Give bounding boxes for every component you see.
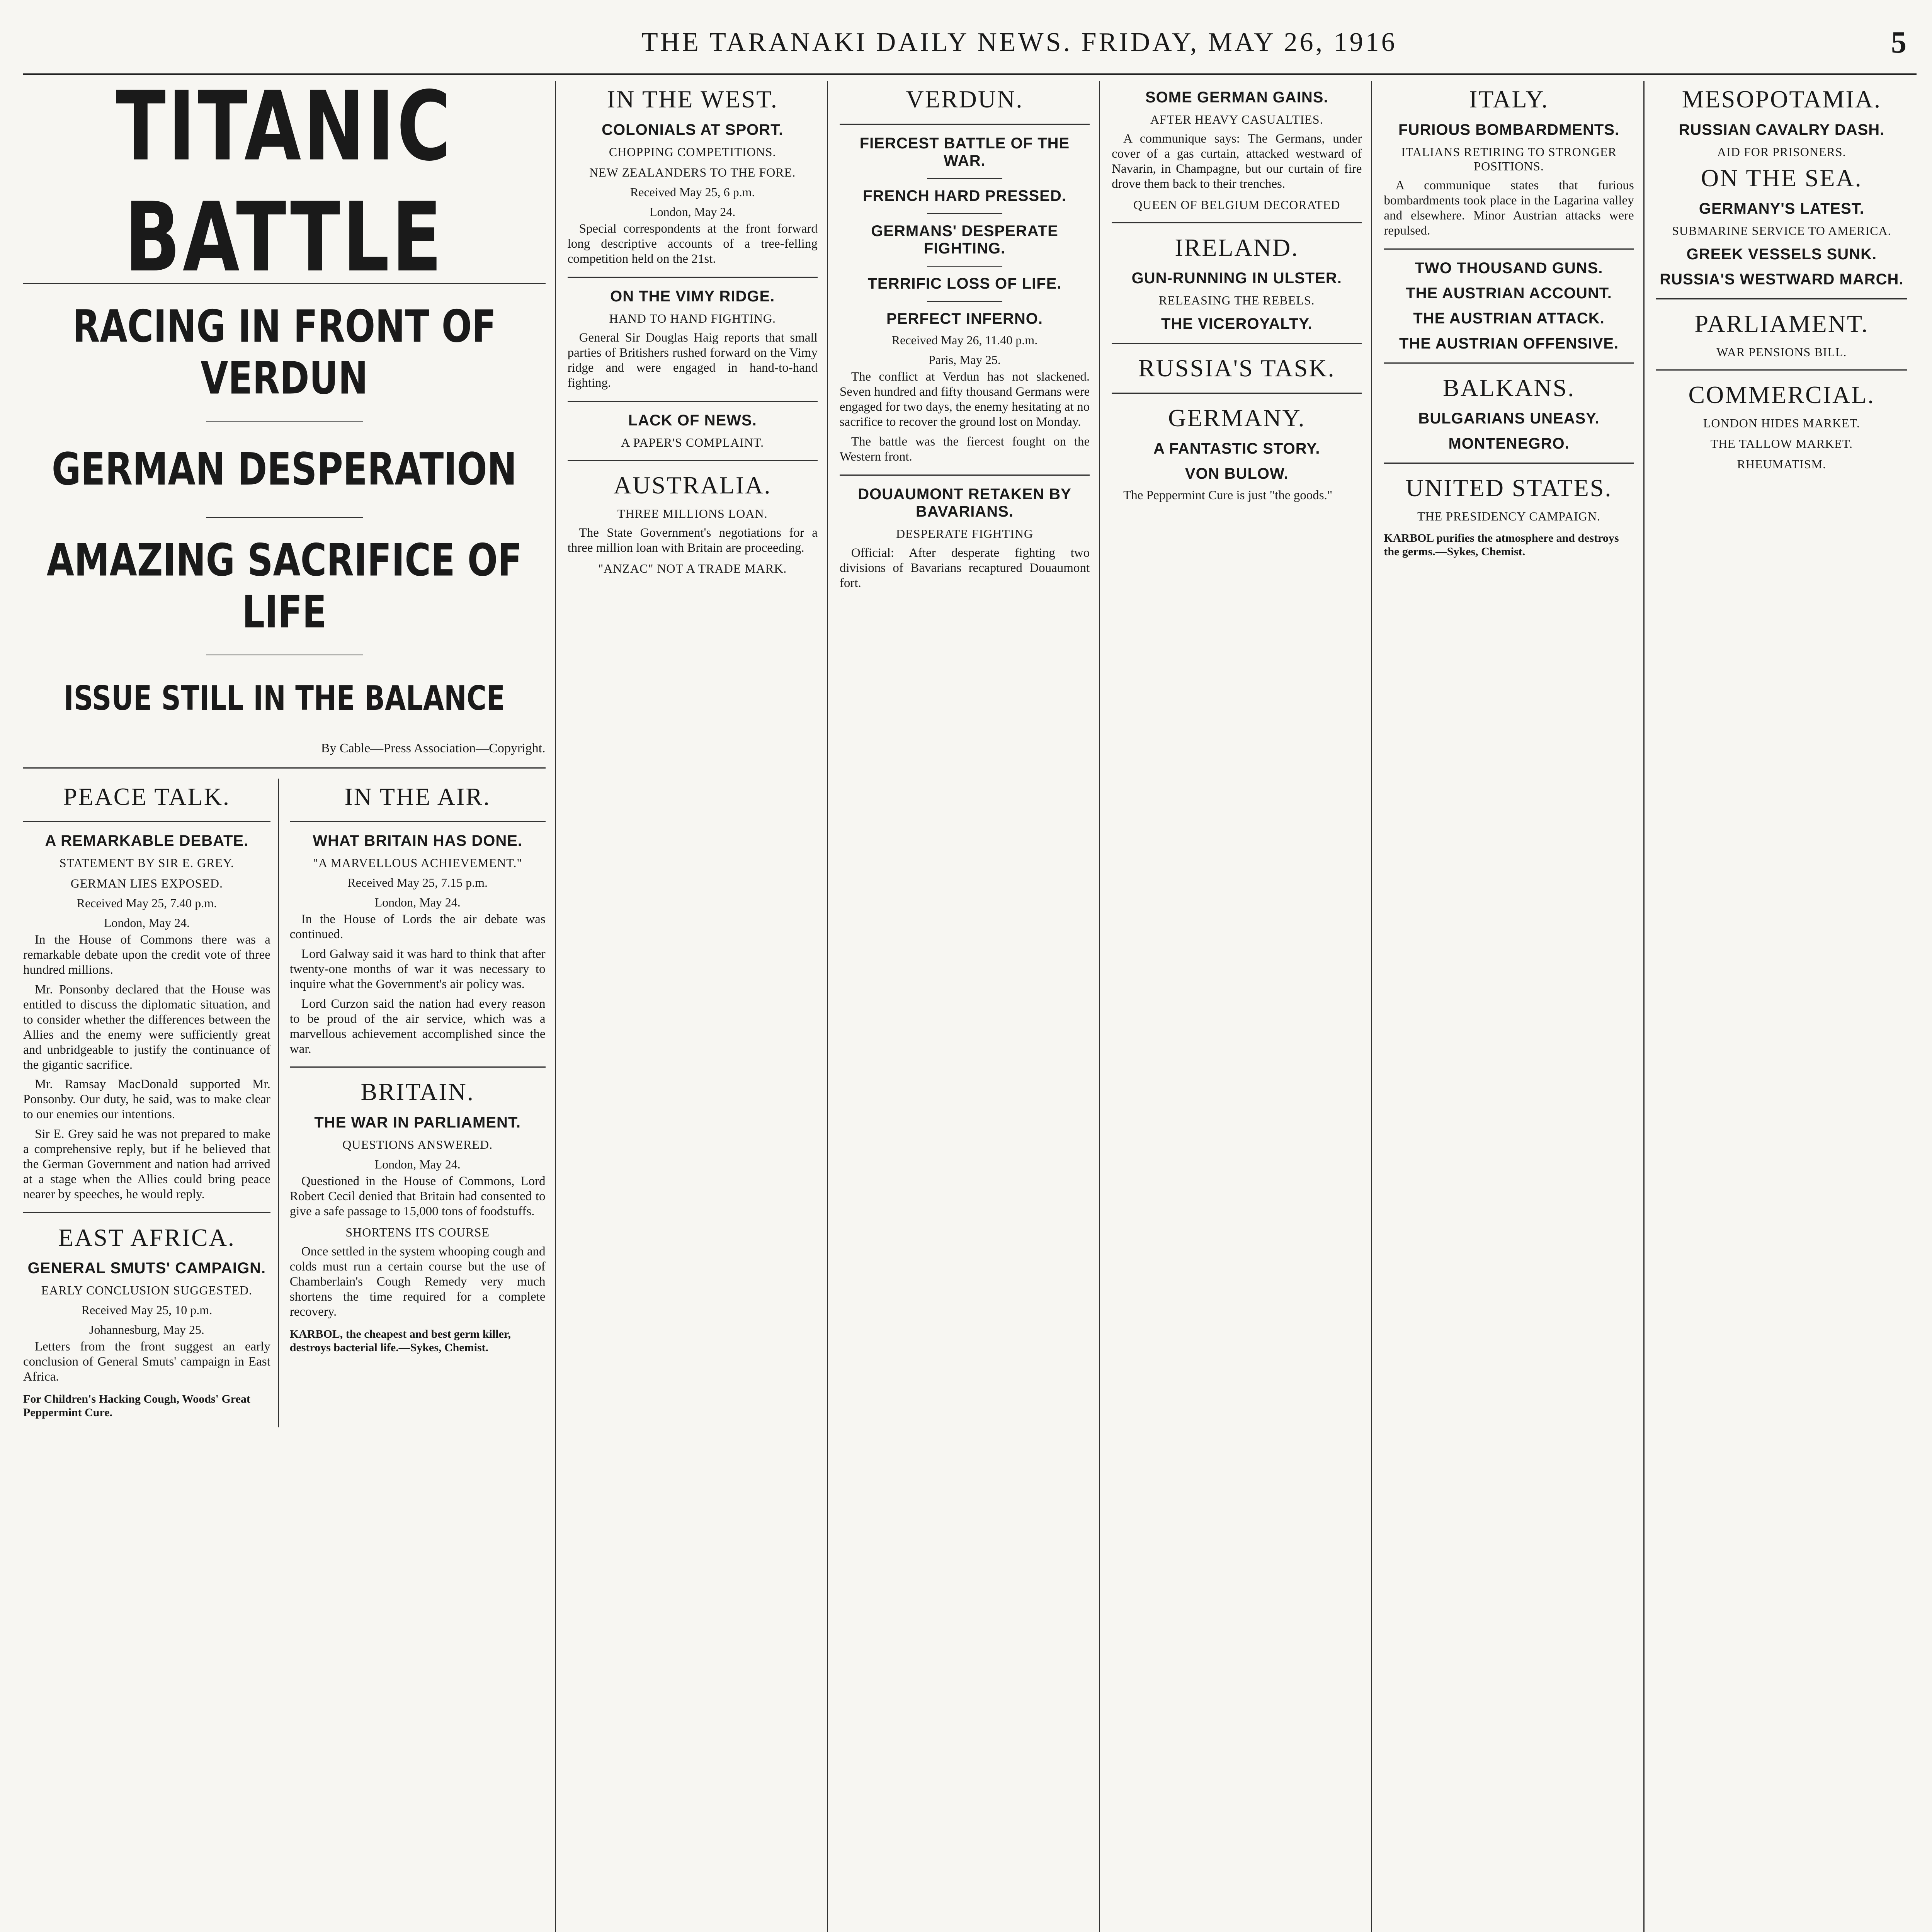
divider <box>206 421 362 422</box>
subheading: GERMAN LIES EXPOSED. <box>70 876 223 890</box>
section-heading: IRELAND. <box>1175 233 1299 261</box>
article-paragraph: The battle was the fiercest fought on the Western front. <box>839 434 1090 464</box>
column-mesopotamia <box>1656 81 1917 1932</box>
lead-headline: TITANIC BATTLE <box>116 81 453 293</box>
article-paragraph: Official: After desperate fighting two divisions of Bavarians recaptured Douaumont fort. <box>839 546 1090 590</box>
article-paragraph: The Peppermint Cure is just "the goods." <box>1123 488 1333 502</box>
subheading: GERMANS' DESPERATE FIGHTING. <box>871 223 1058 257</box>
section-heading: BRITAIN. <box>361 1078 474 1106</box>
article-paragraph: Lord Curzon said the nation had every reason to be proud of the air service, which was a marvellous achievement accomplished since the war. <box>289 997 546 1056</box>
subheading: PERFECT INFERNO. <box>886 310 1043 327</box>
subheading: LACK OF NEWS. <box>628 412 757 429</box>
divider <box>23 767 546 769</box>
subheading: CHOPPING COMPETITIONS. <box>609 145 776 159</box>
section-heading: GERMANY. <box>1168 404 1306 432</box>
received-line: Received May 25, 7.40 p.m. <box>77 896 217 910</box>
subheading: DOUAUMONT RETAKEN BY BAVARIANS. <box>858 485 1071 520</box>
subheading: THE AUSTRIAN OFFENSIVE. <box>1399 335 1619 352</box>
section-heading: EAST AFRICA. <box>58 1223 235 1251</box>
subheading: RUSSIAN CAVALRY DASH. <box>1679 121 1885 138</box>
lead-deck-4: ISSUE STILL IN THE BALANCE <box>63 678 505 718</box>
divider <box>568 277 818 278</box>
divider <box>1384 463 1634 464</box>
masthead <box>23 12 1917 75</box>
article-paragraph: The State Government's negotiations for a three million loan with Britain are proceeding. <box>567 526 818 555</box>
subheading: COLONIALS AT SPORT. <box>602 121 784 138</box>
divider <box>1656 369 1907 371</box>
article-paragraph: In the House of Commons there was a remarkable debate upon the credit vote of three hundred millions. <box>23 933 270 977</box>
column-german-gains <box>1112 81 1372 1932</box>
subheading: "ANZAC" NOT A TRADE MARK. <box>598 561 787 576</box>
column-italy <box>1384 81 1644 1932</box>
subheading: WAR PENSIONS BILL. <box>1716 345 1847 359</box>
subheading: ON THE VIMY RIDGE. <box>610 287 775 305</box>
subheading: FIERCEST BATTLE OF THE WAR. <box>859 135 1070 169</box>
divider <box>1112 343 1362 344</box>
article-paragraph: Lord Galway said it was hard to think that after twenty-one months of war it was necessary to inquire what the Government's air policy was. <box>289 947 546 991</box>
newspaper-title <box>641 27 1397 58</box>
byline: By Cable—Press Association—Copyright. <box>321 741 546 755</box>
subheading: THREE MILLIONS LOAN. <box>617 506 768 520</box>
article-paragraph: The conflict at Verdun has not slackened. Seven hundred and fifty thousand Germans were engaged for two days, the enemy hesitating at no sacrifice to recover the ground lost on Monday. <box>839 370 1090 429</box>
article-paragraph: General Sir Douglas Haig reports that small parties of Britishers rushed forward on the Vimy ridge and were engaged in hand-to-hand fighting. <box>567 330 818 390</box>
page-number: 5 <box>1891 25 1909 60</box>
divider <box>1384 362 1634 364</box>
column-grid <box>23 81 1917 1932</box>
column-in-the-air <box>290 779 546 1427</box>
section-heading: ON THE SEA. <box>1701 164 1862 192</box>
article-paragraph: Questioned in the House of Commons, Lord Robert Cecil denied that Britain had consented to give a safe passage to 15,000 tons of foodstuffs. <box>289 1174 546 1219</box>
divider <box>1384 248 1634 250</box>
section-heading: UNITED STATES. <box>1405 474 1612 502</box>
received-line: Received May 25, 6 p.m. <box>630 185 755 199</box>
section-heading: PARLIAMENT. <box>1694 310 1869 337</box>
subheading: FURIOUS BOMBARDMENTS. <box>1398 121 1620 138</box>
paper-name: THE TARANAKI DAILY NEWS. <box>641 27 1073 57</box>
column-verdun <box>840 81 1100 1932</box>
dateline: London, May 24. <box>374 1157 461 1172</box>
divider <box>290 821 546 822</box>
divider <box>290 1066 546 1068</box>
article-paragraph: Once settled in the system whooping cough and colds must run a certain course but the use of Chamberlain's Cough Remedy very much shortens the time required for a complete recovery. <box>289 1245 546 1319</box>
subheading: THE VICEROYALTY. <box>1161 315 1313 332</box>
divider <box>23 821 270 822</box>
advertisement: For Children's Hacking Cough, Woods' Great Peppermint Cure. <box>23 1392 250 1419</box>
subheading: ITALIANS RETIRING TO STRONGER POSITIONS. <box>1401 145 1617 173</box>
article-paragraph: Mr. Ramsay MacDonald supported Mr. Ponsonby. Our duty, he said, was to make clear to our enemies our intentions. <box>23 1077 270 1122</box>
subheading: SOME GERMAN GAINS. <box>1145 89 1328 106</box>
dateline: London, May 24. <box>104 916 190 930</box>
divider <box>927 301 1002 302</box>
subheading: THE PRESIDENCY CAMPAIGN. <box>1417 509 1601 523</box>
subheading: GREEK VESSELS SUNK. <box>1686 246 1877 263</box>
divider <box>206 517 362 518</box>
subheading: WHAT BRITAIN HAS DONE. <box>313 832 523 849</box>
divider <box>568 401 818 402</box>
section-heading: AUSTRALIA. <box>613 471 772 499</box>
article-paragraph: Mr. Ponsonby declared that the House was entitled to discuss the diplomatic situation, and to consider whether the differences between the Allies and the enemy were sufficiently great and unbridgeable to justify the continuance of the gigantic sacrifice. <box>23 982 270 1072</box>
column-peace-talk <box>23 779 279 1427</box>
received-line: Received May 25, 7.15 p.m. <box>347 876 488 889</box>
subheading: STATEMENT BY SIR E. GREY. <box>59 856 234 870</box>
subheading: RHEUMATISM. <box>1737 457 1827 471</box>
subheading: A REMARKABLE DEBATE. <box>45 832 249 849</box>
subheading: THE TALLOW MARKET. <box>1710 437 1853 451</box>
received-line: Received May 26, 11.40 p.m. <box>891 333 1038 347</box>
divider <box>23 1212 270 1213</box>
lead-story <box>23 81 556 1932</box>
subheading: GUN-RUNNING IN ULSTER. <box>1131 269 1342 287</box>
subheading: HAND TO HAND FIGHTING. <box>609 311 776 325</box>
subheading: GERMANY'S LATEST. <box>1699 200 1864 217</box>
divider <box>927 266 1002 267</box>
section-heading: IN THE AIR. <box>344 783 491 810</box>
subheading: MONTENEGRO. <box>1448 435 1570 452</box>
subheading: THE AUSTRIAN ATTACK. <box>1413 310 1605 327</box>
subheading: THE WAR IN PARLIAMENT. <box>314 1114 521 1131</box>
subheading: GENERAL SMUTS' CAMPAIGN. <box>27 1259 266 1277</box>
subheading: QUESTIONS ANSWERED. <box>342 1138 493 1152</box>
section-heading: RUSSIA'S TASK. <box>1138 354 1335 382</box>
section-heading: ITALY. <box>1469 85 1549 113</box>
subheading: SUBMARINE SERVICE TO AMERICA. <box>1672 224 1891 238</box>
section-heading: BALKANS. <box>1442 374 1575 401</box>
subheading: "A MARVELLOUS ACHIEVEMENT." <box>313 856 522 870</box>
divider <box>1656 298 1907 299</box>
divider <box>840 474 1090 476</box>
subheading: DESPERATE FIGHTING <box>896 526 1033 541</box>
article-paragraph: In the House of Lords the air debate was continued. <box>289 912 546 941</box>
subheading: FRENCH HARD PRESSED. <box>863 187 1066 204</box>
subheading: QUEEN OF BELGIUM DECORATED <box>1133 197 1340 212</box>
issue-date: FRIDAY, MAY 26, 1916 <box>1081 27 1397 57</box>
article-paragraph: Letters from the front suggest an early conclusion of General Smuts' campaign in East Africa. <box>23 1339 270 1384</box>
subheading: NEW ZEALANDERS TO THE FORE. <box>589 165 796 179</box>
subheading: AFTER HEAVY CASUALTIES. <box>1150 112 1323 126</box>
divider <box>1112 222 1362 223</box>
article-paragraph: Sir E. Grey said he was not prepared to make a comprehensive reply, but if he believed that the German Government and nation had arrived at a stage when the Allies could bring peace nearer by speeches, he would reply. <box>23 1127 270 1201</box>
subheading: VON BULOW. <box>1185 465 1289 482</box>
subheading: RELEASING THE REBELS. <box>1159 293 1315 307</box>
subheading: AID FOR PRISONERS. <box>1717 145 1846 159</box>
subheading: RUSSIA'S WESTWARD MARCH. <box>1660 271 1904 288</box>
newspaper-page <box>23 12 1917 1932</box>
dateline: Paris, May 25. <box>929 353 1001 367</box>
divider <box>1112 393 1362 394</box>
article-paragraph: A communique says: The Germans, under cover of a gas curtain, attacked westward of Navarin, in Champagne, but our curtain of fire drove them back to their trenches. <box>1112 132 1362 191</box>
dateline: London, May 24. <box>374 895 461 909</box>
article-paragraph: A communique states that furious bombardments took place in the Lagarina valley and elsewhere. Minor Austrian attacks were repulsed. <box>1384 179 1634 238</box>
section-heading: COMMERCIAL. <box>1688 381 1875 408</box>
divider <box>927 213 1002 214</box>
divider <box>840 124 1090 125</box>
subheading: A FANTASTIC STORY. <box>1153 440 1320 457</box>
lead-deck-2: GERMAN DESPERATION <box>51 443 517 495</box>
subheading: SHORTENS ITS COURSE <box>345 1225 490 1240</box>
column-in-the-west <box>568 81 828 1932</box>
subheading: A PAPER'S COMPLAINT. <box>621 435 764 449</box>
lead-deck-3: AMAZING SACRIFICE OF LIFE <box>46 534 522 638</box>
dateline: London, May 24. <box>650 205 736 219</box>
advertisement: KARBOL, the cheapest and best germ killer, destroys bacterial life.—Sykes, Chemist. <box>289 1327 511 1354</box>
dateline: Johannesburg, May 25. <box>89 1322 204 1337</box>
section-heading: MESOPOTAMIA. <box>1682 85 1881 113</box>
section-heading: IN THE WEST. <box>607 85 778 113</box>
section-heading: VERDUN. <box>906 85 1024 113</box>
received-line: Received May 25, 10 p.m. <box>81 1303 213 1317</box>
divider <box>568 460 818 461</box>
subheading: TERRIFIC LOSS OF LIFE. <box>867 275 1062 292</box>
subheading: BULGARIANS UNEASY. <box>1418 410 1600 427</box>
lead-sub-columns <box>23 779 546 1427</box>
subheading: THE AUSTRIAN ACCOUNT. <box>1406 284 1612 302</box>
section-heading: PEACE TALK. <box>63 783 230 810</box>
subheading: LONDON HIDES MARKET. <box>1703 416 1860 430</box>
advertisement: KARBOL purifies the atmosphere and destroys the germs.—Sykes, Chemist. <box>1384 531 1619 558</box>
lead-deck-1: RACING IN FRONT OF VERDUN <box>72 301 496 404</box>
subheading: EARLY CONCLUSION SUGGESTED. <box>41 1283 252 1297</box>
divider <box>927 178 1002 179</box>
article-paragraph: Special correspondents at the front forward long descriptive accounts of a tree-felling competition held on the 21st. <box>567 222 818 266</box>
subheading: TWO THOUSAND GUNS. <box>1415 259 1603 277</box>
